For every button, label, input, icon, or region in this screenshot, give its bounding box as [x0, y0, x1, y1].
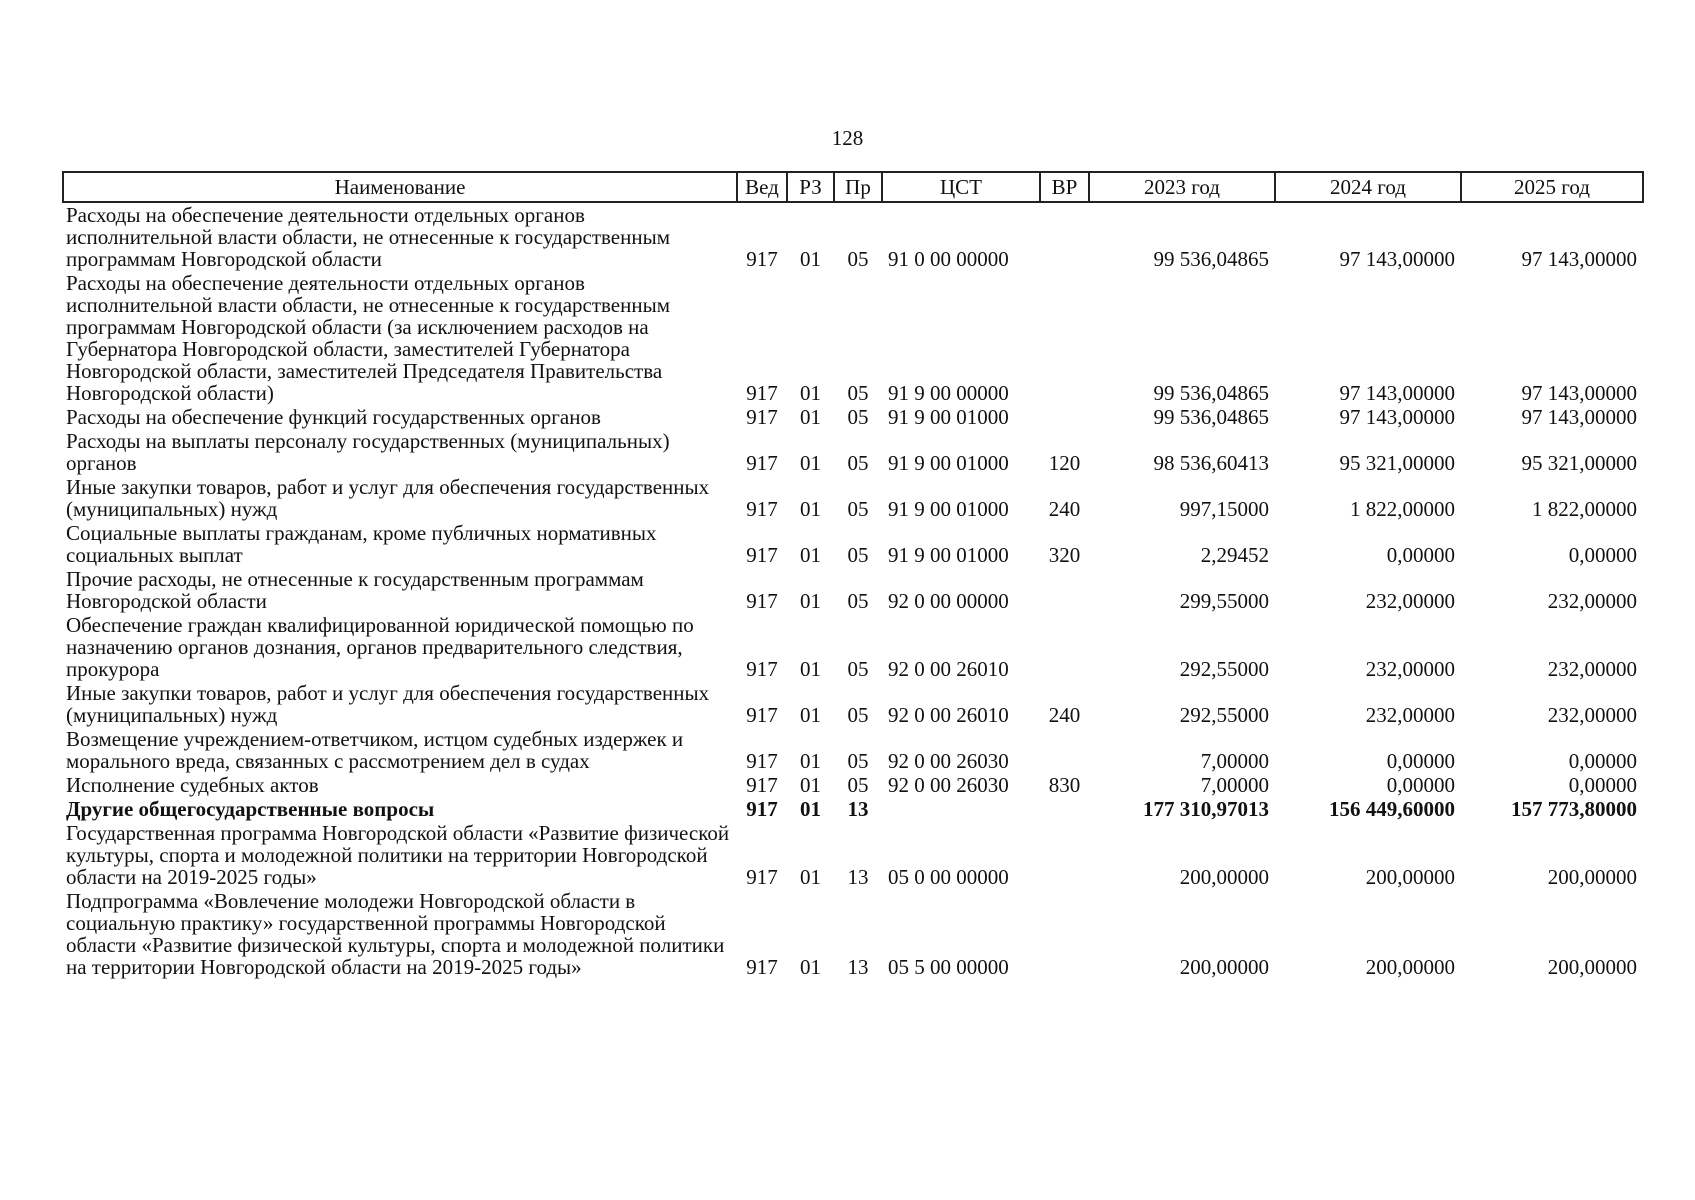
table-row [63, 613, 1643, 681]
table-row [63, 889, 1643, 979]
header-2025: 2025 год [1461, 172, 1643, 202]
cell-2023: 99 536,04865 [1153, 405, 1269, 429]
cell-pr: 13 [847, 865, 869, 889]
cell-2023: 997,15000 [1179, 497, 1269, 521]
cell-2024: 97 143,00000 [1339, 247, 1455, 271]
page-number: 128 [831, 126, 864, 150]
cell-2024: 232,00000 [1365, 657, 1455, 681]
cell-2024: 0,00000 [1386, 749, 1455, 773]
cell-ved: 917 [746, 657, 778, 681]
cell-2024: 0,00000 [1386, 773, 1455, 797]
cell-name: Возмещение учреждением-ответчиком, истцом судебных издержек и морального вреда, связанных с рассмотрением дел в судах [66, 727, 684, 773]
cell-ved: 917 [746, 773, 778, 797]
cell-2025: 0,00000 [1568, 749, 1637, 773]
cell-name: Социальные выплаты гражданам, кроме публичных нормативных социальных выплат [66, 521, 657, 567]
cell-2023: 99 536,04865 [1153, 247, 1269, 271]
cell-ved: 917 [746, 703, 778, 727]
table-header [63, 172, 1643, 202]
cell-2025: 97 143,00000 [1521, 381, 1637, 405]
cell-vr [1040, 797, 1089, 821]
cell-2023: 299,55000 [1179, 589, 1269, 613]
cell-cst: 91 9 00 01000 [888, 497, 1009, 521]
header-pr: Пр [834, 172, 882, 202]
cell-2024: 1 822,00000 [1350, 497, 1455, 521]
cell-vr [1040, 271, 1089, 405]
header-rz: РЗ [787, 172, 834, 202]
cell-vr: 240 [1048, 703, 1081, 727]
cell-name: Иные закупки товаров, работ и услуг для обеспечения государственных (муниципальных) нужд [66, 681, 710, 727]
cell-2025: 200,00000 [1547, 865, 1637, 889]
header-2024: 2024 год [1275, 172, 1461, 202]
cell-cst: 91 9 00 00000 [888, 381, 1009, 405]
cell-pr: 05 [847, 657, 869, 681]
cell-pr: 05 [847, 589, 869, 613]
cell-rz: 01 [800, 773, 821, 797]
cell-vr [1040, 405, 1089, 429]
cell-name: Расходы на обеспечение деятельности отдельных органов исполнительной власти области, не отнесенные к государственным программам Новгородской области [66, 203, 671, 271]
cell-cst: 91 9 00 01000 [888, 543, 1009, 567]
cell-pr: 05 [847, 749, 869, 773]
cell-pr: 05 [847, 497, 869, 521]
cell-vr [1040, 567, 1089, 613]
table-row [63, 429, 1643, 475]
budget-table [62, 171, 1644, 979]
cell-rz: 01 [800, 381, 821, 405]
cell-cst: 91 9 00 01000 [888, 405, 1009, 429]
cell-2025: 157 773,80000 [1511, 797, 1637, 821]
cell-vr [1040, 727, 1089, 773]
cell-2024: 0,00000 [1386, 543, 1455, 567]
cell-2024: 97 143,00000 [1339, 405, 1455, 429]
cell-cst: 92 0 00 26010 [888, 657, 1009, 681]
cell-rz: 01 [800, 405, 821, 429]
cell-2024: 156 449,60000 [1329, 797, 1455, 821]
table-row [63, 797, 1643, 821]
cell-2025: 232,00000 [1547, 589, 1637, 613]
cell-2024: 232,00000 [1365, 589, 1455, 613]
cell-rz: 01 [800, 865, 821, 889]
cell-2025: 0,00000 [1568, 543, 1637, 567]
cell-2025: 200,00000 [1547, 955, 1637, 979]
cell-name: Государственная программа Новгородской области «Развитие физической культуры, спорта и молодежной политики на территории Новгородской области на 2019-2025 годы» [66, 821, 730, 889]
cell-2024: 200,00000 [1365, 865, 1455, 889]
cell-cst: 91 9 00 01000 [888, 451, 1009, 475]
table-row [63, 773, 1643, 797]
cell-2025: 232,00000 [1547, 703, 1637, 727]
cell-cst: 91 0 00 00000 [888, 247, 1009, 271]
cell-2025: 97 143,00000 [1521, 247, 1637, 271]
cell-rz: 01 [800, 657, 821, 681]
cell-2025: 0,00000 [1568, 773, 1637, 797]
cell-name: Расходы на выплаты персоналу государственных (муниципальных) органов [66, 429, 670, 475]
cell-2023: 7,00000 [1200, 773, 1269, 797]
cell-ved: 917 [746, 589, 778, 613]
cell-name: Расходы на обеспечение деятельности отдельных органов исполнительной власти области, не отнесенные к государственным программам Новгородской области (за исключением расходов на Губернатора Новгородской области, заместителей Губернатора Новгородской области, заместителей Председателя Правительства Новгородской области) [66, 271, 671, 405]
table-row [63, 727, 1643, 773]
cell-2025: 95 321,00000 [1521, 451, 1637, 475]
cell-2025: 1 822,00000 [1532, 497, 1637, 521]
cell-2023: 99 536,04865 [1153, 381, 1269, 405]
table-row [63, 567, 1643, 613]
cell-2023: 200,00000 [1179, 955, 1269, 979]
cell-cst: 05 5 00 00000 [888, 955, 1009, 979]
cell-pr: 05 [847, 381, 869, 405]
cell-name: Иные закупки товаров, работ и услуг для обеспечения государственных (муниципальных) нужд [66, 475, 710, 521]
table-row [63, 202, 1643, 271]
cell-name: Подпрограмма «Вовлечение молодежи Новгородской области в социальную практику» государственной программы Новгородской области «Развитие физической культуры, спорта и молодежной политики на территории Новгородской области на 2019-2025 годы» [66, 889, 725, 979]
table-body [63, 202, 1643, 979]
cell-vr: 830 [1048, 773, 1081, 797]
cell-2025: 97 143,00000 [1521, 405, 1637, 429]
cell-2023: 177 310,97013 [1143, 797, 1269, 821]
cell-vr [1040, 821, 1089, 889]
cell-vr: 240 [1048, 497, 1081, 521]
cell-pr: 13 [847, 955, 869, 979]
cell-ved: 917 [746, 543, 778, 567]
cell-ved: 917 [746, 955, 778, 979]
cell-rz: 01 [800, 589, 821, 613]
header-2023: 2023 год [1089, 172, 1275, 202]
cell-name: Исполнение судебных актов [66, 773, 319, 797]
cell-vr [1040, 889, 1089, 979]
cell-name: Прочие расходы, не отнесенные к государственным программам Новгородской области [66, 567, 644, 613]
cell-2024: 95 321,00000 [1339, 451, 1455, 475]
cell-pr: 05 [847, 773, 869, 797]
cell-ved: 917 [746, 749, 778, 773]
header-ved: Вед [737, 172, 787, 202]
table-row [63, 405, 1643, 429]
cell-vr [1040, 613, 1089, 681]
cell-name: Другие общегосударственные вопросы [66, 797, 435, 821]
cell-cst [882, 797, 1040, 821]
cell-rz: 01 [800, 703, 821, 727]
cell-rz: 01 [800, 797, 821, 821]
cell-ved: 917 [746, 247, 778, 271]
cell-ved: 917 [746, 405, 778, 429]
cell-pr: 13 [847, 797, 869, 821]
cell-ved: 917 [746, 865, 778, 889]
header-vr: ВР [1040, 172, 1089, 202]
cell-rz: 01 [800, 497, 821, 521]
cell-rz: 01 [800, 955, 821, 979]
cell-2024: 232,00000 [1365, 703, 1455, 727]
cell-2023: 292,55000 [1179, 703, 1269, 727]
cell-name: Обеспечение граждан квалифицированной юридической помощью по назначению органов дознания, органов предварительного следствия, прокурора [66, 613, 694, 681]
cell-2024: 97 143,00000 [1339, 381, 1455, 405]
cell-2023: 7,00000 [1200, 749, 1269, 773]
cell-vr [1040, 202, 1089, 271]
cell-2025: 232,00000 [1547, 657, 1637, 681]
cell-cst: 05 0 00 00000 [888, 865, 1009, 889]
cell-pr: 05 [847, 405, 869, 429]
cell-2023: 200,00000 [1179, 865, 1269, 889]
cell-2023: 292,55000 [1179, 657, 1269, 681]
cell-vr: 120 [1048, 451, 1081, 475]
cell-2023: 98 536,60413 [1153, 451, 1269, 475]
cell-pr: 05 [847, 703, 869, 727]
table-row [63, 475, 1643, 521]
cell-rz: 01 [800, 543, 821, 567]
cell-ved: 917 [746, 451, 778, 475]
cell-pr: 05 [847, 543, 869, 567]
cell-pr: 05 [847, 247, 869, 271]
cell-rz: 01 [800, 451, 821, 475]
cell-cst: 92 0 00 26010 [888, 703, 1009, 727]
header-cst: ЦСТ [882, 172, 1040, 202]
cell-vr: 320 [1048, 543, 1081, 567]
cell-name: Расходы на обеспечение функций государственных органов [66, 405, 601, 429]
cell-pr: 05 [847, 451, 869, 475]
table-row [63, 521, 1643, 567]
cell-rz: 01 [800, 749, 821, 773]
cell-cst: 92 0 00 26030 [888, 749, 1009, 773]
header-name: Наименование [63, 172, 737, 202]
cell-2024: 200,00000 [1365, 955, 1455, 979]
cell-2023: 2,29452 [1200, 543, 1269, 567]
table-row [63, 821, 1643, 889]
cell-rz: 01 [800, 247, 821, 271]
cell-cst: 92 0 00 00000 [888, 589, 1009, 613]
table-row [63, 271, 1643, 405]
cell-ved: 917 [746, 381, 778, 405]
cell-cst: 92 0 00 26030 [888, 773, 1009, 797]
table-row [63, 681, 1643, 727]
cell-ved: 917 [746, 797, 778, 821]
cell-ved: 917 [746, 497, 778, 521]
